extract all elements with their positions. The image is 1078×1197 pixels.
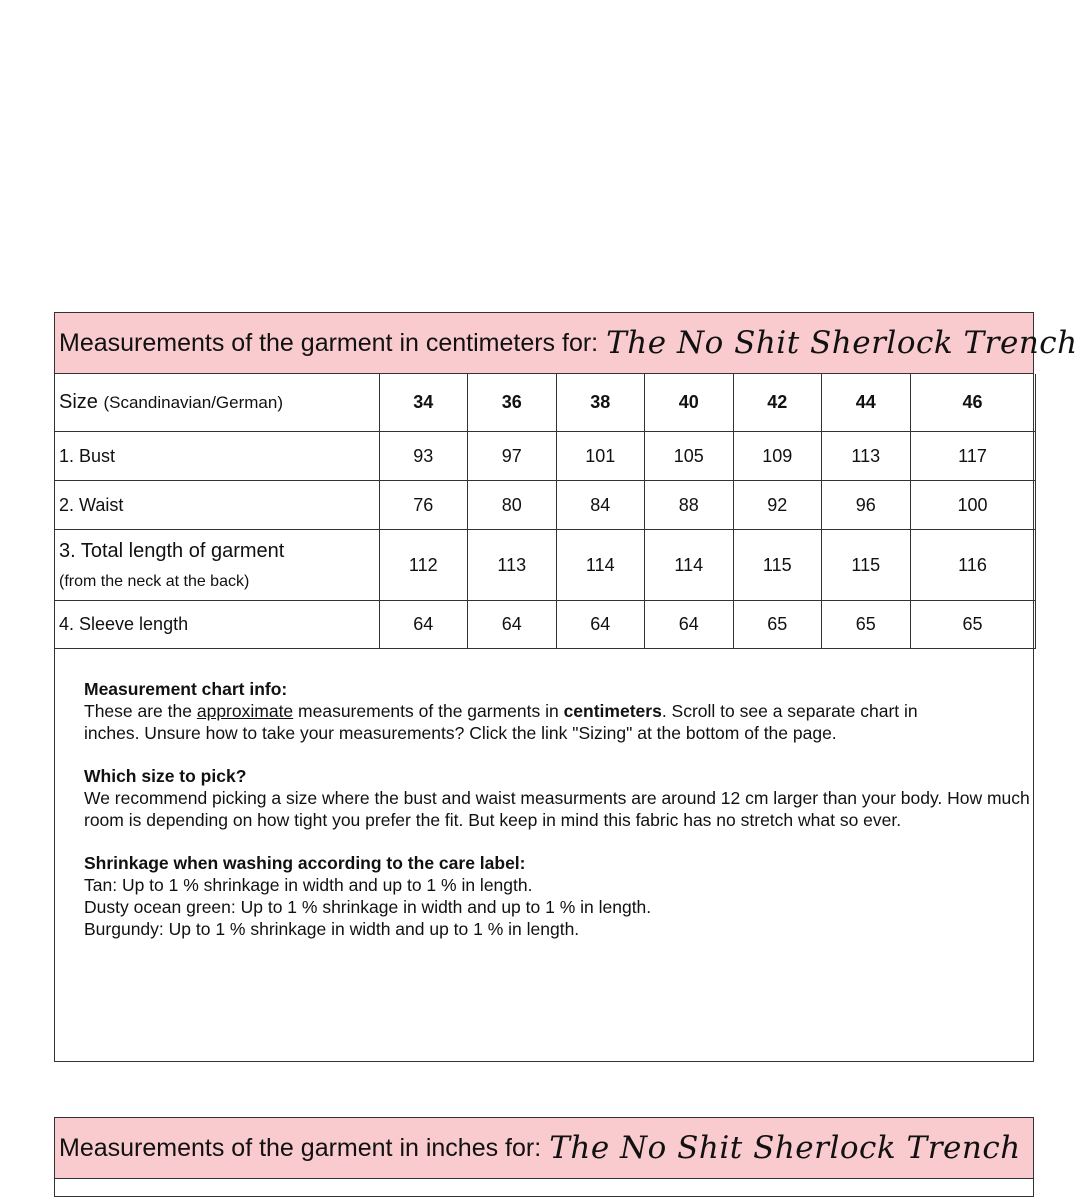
inch-title-product-name: The No Shit Sherlock Trench bbox=[549, 1130, 1021, 1166]
chart-info-text: These are the bbox=[84, 701, 197, 721]
size-col-header: 40 bbox=[645, 374, 734, 432]
table-row-sleeve bbox=[55, 601, 1035, 649]
shrinkage-tan: Tan: Up to 1 % shrinkage in width and up to 1 % in length. bbox=[84, 875, 533, 895]
size-pick-heading: Which size to pick? bbox=[84, 766, 247, 786]
shrinkage-block bbox=[84, 852, 984, 940]
size-label: Size bbox=[59, 391, 98, 413]
table-cell: 115 bbox=[733, 530, 822, 601]
size-table bbox=[55, 374, 1036, 649]
chart-info-block bbox=[84, 678, 984, 744]
table-cell: 80 bbox=[468, 481, 557, 530]
size-sublabel: (Scandinavian/German) bbox=[103, 393, 283, 412]
inch-measurement-card bbox=[54, 1117, 1034, 1197]
inch-title-bar bbox=[55, 1118, 1033, 1179]
chart-info-line-2: inches. Unsure how to take your measurements? Click the link "Sizing" at the bottom of the page. bbox=[84, 723, 837, 743]
table-cell: 100 bbox=[910, 481, 1035, 530]
table-cell: 113 bbox=[822, 432, 911, 481]
table-cell: 65 bbox=[822, 601, 911, 649]
table-cell: 88 bbox=[645, 481, 734, 530]
row-label: 2. Waist bbox=[55, 481, 379, 530]
table-cell: 65 bbox=[733, 601, 822, 649]
table-cell: 64 bbox=[556, 601, 645, 649]
table-row-total-length bbox=[55, 530, 1035, 601]
table-cell: 105 bbox=[645, 432, 734, 481]
row-label: 3. Total length of garment bbox=[59, 539, 285, 562]
size-col-header: 36 bbox=[468, 374, 557, 432]
chart-info-line-1 bbox=[84, 700, 984, 722]
table-cell: 64 bbox=[468, 601, 557, 649]
size-header-label bbox=[55, 374, 379, 432]
table-cell: 64 bbox=[645, 601, 734, 649]
row-label: 4. Sleeve length bbox=[55, 601, 379, 649]
chart-info-text: . Scroll to see a separate chart in bbox=[661, 701, 918, 721]
size-col-header: 44 bbox=[822, 374, 911, 432]
table-cell: 117 bbox=[910, 432, 1035, 481]
table-row-bust bbox=[55, 432, 1035, 481]
table-cell: 114 bbox=[645, 530, 734, 601]
table-row-waist bbox=[55, 481, 1035, 530]
chart-info-heading: Measurement chart info: bbox=[84, 679, 288, 699]
table-cell: 76 bbox=[379, 481, 468, 530]
table-cell: 93 bbox=[379, 432, 468, 481]
centimeters-bold: centimeters bbox=[563, 701, 662, 721]
table-cell: 116 bbox=[910, 530, 1035, 601]
cm-title-bar bbox=[55, 313, 1078, 374]
table-cell: 84 bbox=[556, 481, 645, 530]
table-cell: 114 bbox=[556, 530, 645, 601]
size-pick-line-1: We recommend picking a size where the bust and waist measurments are around 12 cm larger than your body. How much bbox=[84, 788, 1030, 808]
table-cell: 101 bbox=[556, 432, 645, 481]
shrinkage-heading: Shrinkage when washing according to the care label: bbox=[84, 853, 526, 873]
table-cell: 97 bbox=[468, 432, 557, 481]
size-pick-block bbox=[84, 765, 1030, 831]
size-col-header: 46 bbox=[910, 374, 1035, 432]
table-cell: 113 bbox=[468, 530, 557, 601]
size-pick-line-2: room is depending on how tight you prefer the fit. But keep in mind this fabric has no stretch what so ever. bbox=[84, 810, 902, 830]
size-col-header: 42 bbox=[733, 374, 822, 432]
table-cell: 96 bbox=[822, 481, 911, 530]
inch-title-prefix: Measurements of the garment in inches for: bbox=[59, 1133, 542, 1162]
table-cell: 109 bbox=[733, 432, 822, 481]
cm-title-prefix: Measurements of the garment in centimeters for: bbox=[59, 328, 599, 357]
size-col-header: 38 bbox=[556, 374, 645, 432]
measurement-info bbox=[84, 678, 1030, 961]
row-sublabel: (from the neck at the back) bbox=[59, 572, 250, 590]
cm-title-product-name: The No Shit Sherlock Trench bbox=[606, 325, 1078, 361]
table-cell: 92 bbox=[733, 481, 822, 530]
table-cell: 115 bbox=[822, 530, 911, 601]
shrinkage-dusty-ocean-green: Dusty ocean green: Up to 1 % shrinkage in width and up to 1 % in length. bbox=[84, 897, 652, 917]
row-label: 1. Bust bbox=[55, 432, 379, 481]
shrinkage-burgundy: Burgundy: Up to 1 % shrinkage in width and up to 1 % in length. bbox=[84, 919, 580, 939]
size-header-row bbox=[55, 374, 1035, 432]
size-col-header: 34 bbox=[379, 374, 468, 432]
table-cell: 64 bbox=[379, 601, 468, 649]
row-label-cell bbox=[55, 530, 379, 601]
chart-info-text: measurements of the garments in bbox=[293, 701, 564, 721]
table-cell: 112 bbox=[379, 530, 468, 601]
table-cell: 65 bbox=[910, 601, 1035, 649]
approximate-underlined: approximate bbox=[196, 701, 294, 721]
